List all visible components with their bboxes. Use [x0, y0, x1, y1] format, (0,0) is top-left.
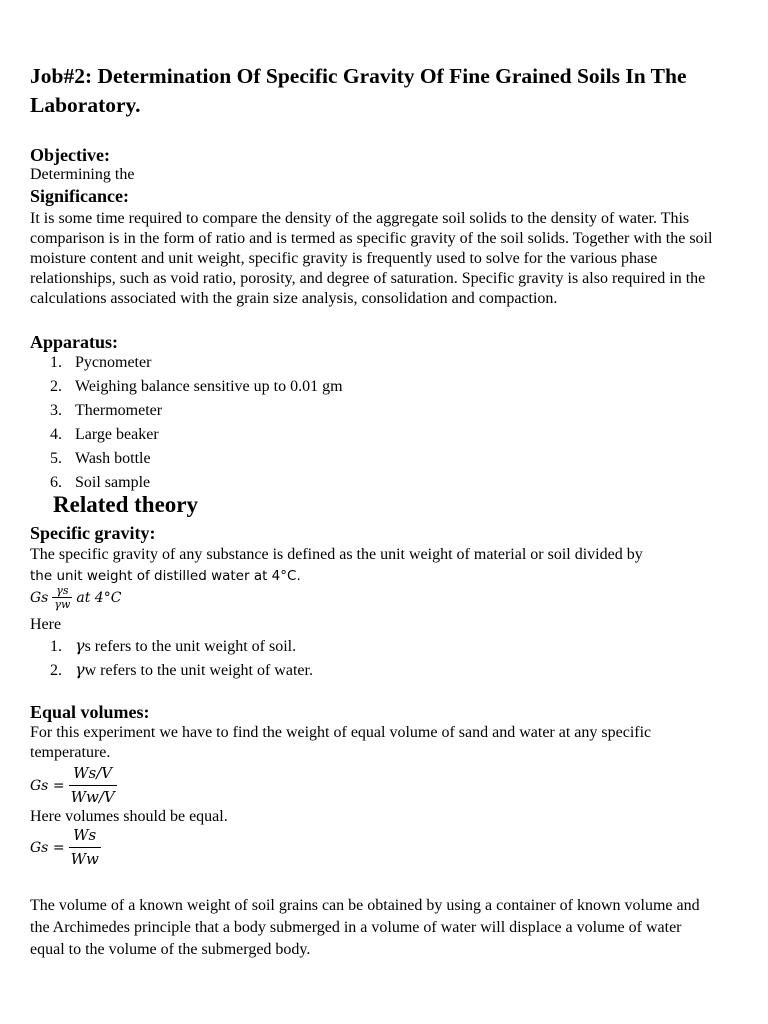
page-title: Job#2: Determination Of Specific Gravity Of Fine Grained Soils In The Laboratory.	[30, 64, 687, 117]
list-item: 6. Soil sample	[50, 474, 151, 491]
apparatus-list	[50, 351, 343, 495]
related-theory-heading: Related theory	[53, 492, 198, 517]
list-item: 2. γw refers to the unit weight of water.	[50, 660, 313, 679]
list-item: 4. Large beaker	[50, 426, 159, 443]
fraction: $\frac{Ws/V}{Ww/V}$	[70, 764, 115, 806]
equal-volumes-heading: Equal volumes:	[30, 702, 150, 722]
closing-paragraph: The volume of a known weight of soil grains can be obtained by using a container of known volume and the Archimedes principle that a body submerged in a volume of water will displace a volume of water equal to the volume of the submerged body.	[30, 897, 700, 958]
equal-volumes-note: Here volumes should be equal.	[30, 808, 228, 825]
specific-gravity-text-line2: the unit weight of distilled water at 4°C.	[30, 568, 301, 584]
list-item: 3. Thermometer	[50, 402, 163, 419]
symbol-list	[50, 634, 313, 682]
significance-text: It is some time required to compare the density of the aggregate soil solids to the density of water. This comparison is in the form of ratio and is termed as specific gravity of the soil solids. Together with the soil moisture content and unit weight, specific gravity is frequently used to solve for the various phase relationships, such as void ratio, porosity, and degree of saturation. Specific gravity is also required in the calculations associated with the grain size analysis, consolidation and compaction.	[30, 210, 713, 307]
here-label: Here	[30, 616, 62, 633]
specific-gravity-text-line1: The specific gravity of any substance is defined as the unit weight of material or soil divided by	[30, 546, 643, 563]
equal-volumes-formula-1: Gs = $\frac{Ws/V}{Ww/V}$	[30, 762, 117, 809]
objective-heading: Objective:	[30, 145, 110, 165]
specific-gravity-heading: Specific gravity:	[30, 523, 156, 543]
list-item: 1. Pycnometer	[50, 354, 152, 371]
equal-volumes-text: For this experiment we have to find the weight of equal volume of sand and water at any specific temperature.	[30, 724, 652, 761]
list-item: 2. Weighing balance sensitive up to 0.01 gm	[50, 378, 343, 395]
apparatus-heading: Apparatus:	[30, 332, 119, 352]
objective-text: Determining the	[30, 166, 135, 183]
equal-volumes-formula-2: Gs = $\frac{Ws}{Ww}$	[30, 824, 101, 871]
list-item: 1. γs refers to the unit weight of soil.	[50, 636, 297, 655]
specific-gravity-formula: Gs $\frac{\gamma s}{\gamma w}$ at 4°C	[30, 584, 122, 611]
significance-heading: Significance:	[30, 186, 129, 206]
list-item: 5. Wash bottle	[50, 450, 151, 467]
fraction: $\frac{Ws}{Ww}$	[70, 826, 99, 868]
fraction: $\frac{\gamma s}{\gamma w}$	[54, 584, 71, 611]
